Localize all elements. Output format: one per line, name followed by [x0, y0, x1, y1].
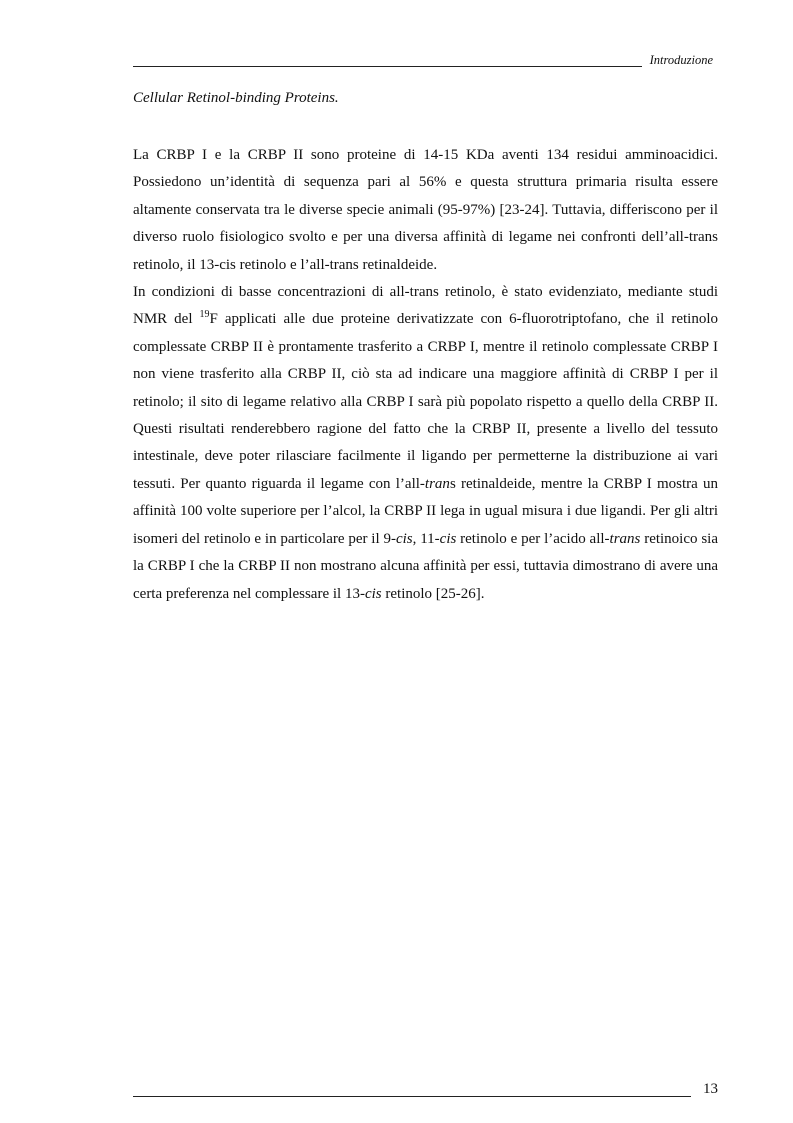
paragraph-1: La CRBP I e la CRBP II sono proteine di 14-15 KDa aventi 134 residui amminoacidici. Possiedono un’identità di sequenza pari al 56% e questa struttura primaria risulta essere altamente conservata tra le diverse specie animali (95-97%) [23-24]. Tuttavia, differiscono per il diverso ruolo fisiologico svolto e per una diversa affinità di legame nei confronti dell’all-trans retinolo, il 13-cis retinolo e l’all-trans retinaldeide. — [133, 147, 718, 273]
italic-term: cis — [439, 530, 457, 547]
text-run: s retinaldeide, mentre la CRBP I mostra un affinità 100 volte superiore per l’alcol, la CRBP II lega in ugual misura i due ligandi. Per gli altri isomeri del retinolo e in particolare per il 9- — [133, 475, 718, 547]
italic-term: tran — [424, 475, 450, 492]
text-run: retinolo e per l’acido all- — [456, 530, 610, 547]
isotope-superscript: 19 — [199, 309, 210, 321]
italic-term: trans — [609, 530, 641, 547]
footer-rule — [133, 1096, 691, 1097]
italic-term: cis — [364, 585, 382, 602]
text-run: F applicati alle due proteine derivatizzate con 6-fluorotriptofano, che il retinolo complessate CRBP II è prontamente trasferito a CRBP I, mentre il retinolo complessate CRBP I non viene trasferito alla CRBP II, ciò sta ad indicare una maggiore affinità di CRBP I per il retinolo; il sito di legame relativo alla CRBP I sarà più popolato rispetto a quello della CRBP II. Questi risultati renderebbero ragione del fatto che la CRBP II, presente a livello del tessuto intestinale, deve poter rilasciare facilmente il ligando per permetterne la distribuzione ai vari tessuti. Per quanto riguarda il legame con l’all- — [133, 311, 719, 492]
section-title: Cellular Retinol-binding Proteins. — [133, 90, 339, 106]
paragraph-2 — [133, 279, 718, 608]
text-run: retinoico sia la CRBP I che la CRBP II non mostrano alcuna affinità per essi, tuttavia dimostrano di avere una certa preferenza nel complessare il 13- — [133, 530, 718, 602]
body-text — [133, 142, 718, 608]
header-chapter-label: Introduzione — [649, 53, 713, 67]
header-rule — [133, 66, 642, 67]
text-run: In condizioni di basse concentrazioni di all-trans retinolo, è stato evidenziato, mediante studi NMR del — [133, 284, 718, 328]
page-number: 13 — [703, 1081, 718, 1097]
text-run: , 11- — [412, 530, 440, 547]
italic-term: cis — [395, 530, 413, 547]
page-footer — [133, 1080, 718, 1098]
text-run: retinolo [25-26]. — [381, 585, 485, 602]
running-header — [133, 52, 718, 68]
